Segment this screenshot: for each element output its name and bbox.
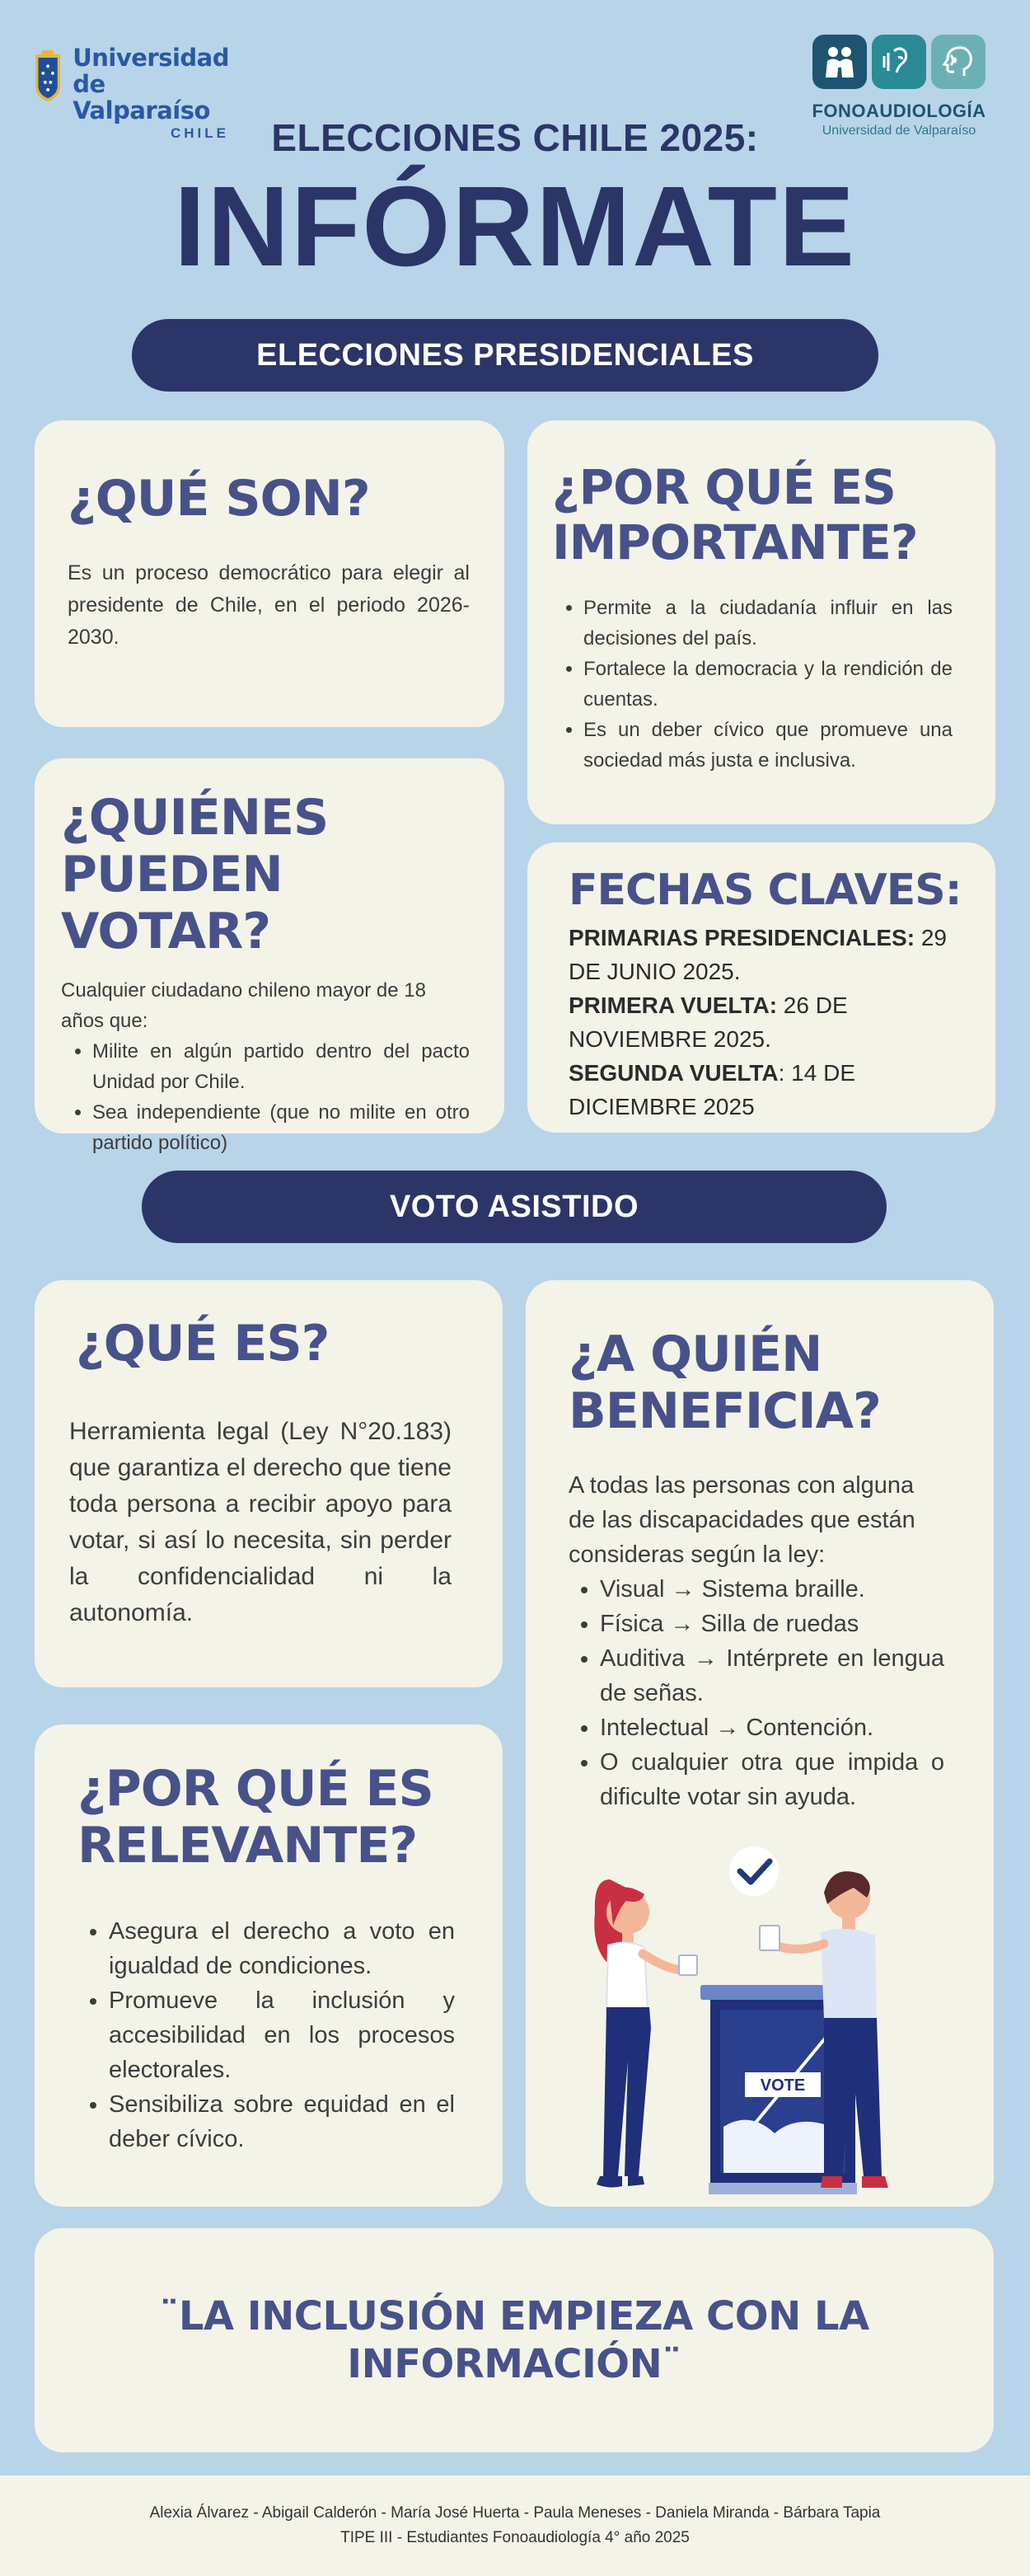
bullet-list (552, 593, 953, 776)
list-item: • O cualquier otra que impida o dificulte votar sin ayuda. (600, 1745, 944, 1814)
footer-authors: Alexia Álvarez - Abigail Calderón - María José Huerta - Paula Meneses - Daniela Miranda - Bárbara Tapia (149, 2504, 881, 2522)
footer-course: TIPE III - Estudiantes Fonoaudiología 4° año 2025 (340, 2529, 690, 2546)
card-heading: ¿QUÉ ES? (76, 1315, 330, 1372)
date-value: 29 DE JUNIO 2025. (569, 925, 947, 985)
card-heading: ¿QUIÉNES PUEDEN VOTAR? (61, 789, 329, 960)
bullet-list (61, 1036, 470, 1158)
university-shield-icon (31, 35, 64, 117)
list-item: • Sensibiliza sobre equidad en el deber cívico. (109, 2087, 455, 2156)
date-row (569, 988, 971, 1056)
date-value: 26 DE NOVIEMBRE 2025. (569, 992, 848, 1053)
card-heading: ¿QUÉ SON? (68, 470, 370, 528)
voting-illustration (577, 1846, 939, 2201)
list-item: • Intelectual → Contención. (600, 1710, 944, 1745)
university-country: CHILE (171, 125, 229, 141)
list-item: • Sea independiente (que no milite en otro partido político) (92, 1097, 470, 1158)
family-icon (812, 35, 867, 89)
list-item: • Asegura el derecho a voto en igualdad de condiciones. (109, 1914, 455, 1983)
list-item: • Promueve la inclusión y accesibilidad en los procesos electorales. (109, 1983, 455, 2087)
section-banner-presidenciales: ELECCIONES PRESIDENCIALES (132, 319, 878, 392)
hearing-icon (872, 35, 926, 89)
speech-icon (931, 35, 986, 89)
card-heading: ¿POR QUÉ ES RELEVANTE? (77, 1760, 433, 1875)
date-label: PRIMERA VUELTA: (569, 992, 778, 1019)
fono-title: FONOAUDIOLOGÍA (812, 101, 986, 121)
university-name-line1: Universidad (73, 44, 229, 72)
card-por-que-importante (527, 420, 995, 824)
list-item: • Milite en algún partido dentro del pacto Unidad por Chile. (92, 1036, 470, 1097)
date-label: PRIMARIAS PRESIDENCIALES: (569, 925, 915, 951)
university-name-line2: de Valparaíso (73, 70, 210, 124)
date-row (569, 1056, 971, 1124)
quote-text: ¨LA INCLUSIÓN EMPIEZA CON LA INFORMACIÓN¨ (159, 2293, 869, 2387)
card-text: A todas las personas con alguna de las discapacidades que están consideras según la ley: (569, 1472, 915, 1568)
date-label: SEGUNDA VUELTA (569, 1060, 779, 1086)
list-item: • Física → Silla de ruedas (600, 1607, 944, 1641)
quote-card (35, 2228, 994, 2452)
list-item: • Auditiva → Intérprete en lengua de señas. (600, 1641, 944, 1710)
card-heading: ¿POR QUÉ ES IMPORTANTE? (552, 459, 918, 570)
bullet-list (77, 1914, 455, 2156)
list-item: • Permite a la ciudadanía influir en las decisiones del país. (583, 593, 953, 654)
page-subtitle: ELECCIONES CHILE 2025: (271, 116, 759, 159)
fono-subtitle: Universidad de Valparaíso (822, 124, 976, 138)
footer (0, 2475, 1030, 2576)
ballot-label: VOTE (760, 2076, 806, 2095)
card-por-que-relevante (35, 1724, 503, 2207)
card-text: Cualquier ciudadano chileno mayor de 18 años que: (61, 979, 426, 1032)
bullet-list (569, 1572, 944, 1814)
section-banner-voto-asistido: VOTO ASISTIDO (142, 1171, 887, 1243)
university-logo (31, 35, 229, 141)
list-item: • Visual → Sistema braille. (600, 1572, 944, 1607)
card-que-es (35, 1280, 503, 1687)
page-title: INFÓRMATE (173, 163, 856, 290)
woman-figure (594, 1879, 697, 2188)
date-value: : 14 DE DICIEMBRE 2025 (569, 1060, 855, 1120)
card-quienes-pueden-votar (35, 758, 504, 1154)
list-item: • Es un deber cívico que promueve una sociedad más justa e inclusiva. (583, 715, 953, 776)
card-text: Es un proceso democrático para elegir al presidente de Chile, en el periodo 2026-2030. (68, 561, 470, 649)
card-que-son (35, 420, 504, 727)
list-item: • Fortalece la democracia y la rendición de cuentas. (583, 654, 953, 715)
card-heading: ¿A QUIÉN BENEFICIA? (569, 1326, 881, 1440)
card-fechas-claves (527, 842, 995, 1133)
date-row (569, 921, 971, 988)
card-heading: FECHAS CLAVES: (569, 866, 962, 915)
card-text: Herramienta legal (Ley N°20.183) que garantiza el derecho que tiene toda persona a recibir apoyo para votar, si así lo necesita, sin perder la confidencialidad ni la autonomía. (69, 1418, 452, 1626)
